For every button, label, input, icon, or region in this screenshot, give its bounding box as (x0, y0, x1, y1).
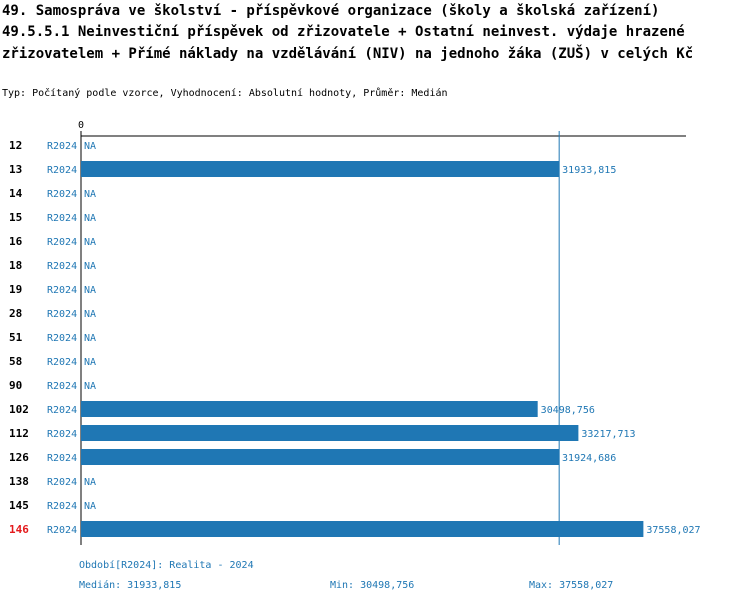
period-label: R2024 (47, 429, 78, 440)
footer-period: Období[R2024]: Realita - 2024 (79, 560, 254, 571)
category-label: 19 (9, 283, 23, 296)
period-label: R2024 (47, 357, 78, 368)
period-label: R2024 (47, 333, 78, 344)
category-label: 138 (9, 475, 29, 488)
category-label: 14 (9, 187, 23, 200)
na-label: NA (84, 477, 97, 488)
category-label: 90 (9, 379, 23, 392)
na-label: NA (84, 501, 97, 512)
period-label: R2024 (47, 141, 78, 152)
bar-value-label: 30498,756 (540, 405, 595, 416)
na-label: NA (84, 309, 97, 320)
period-label: R2024 (47, 477, 78, 488)
category-label: 28 (9, 307, 23, 320)
period-label: R2024 (47, 309, 78, 320)
category-label: 12 (9, 139, 23, 152)
category-label: 145 (9, 499, 29, 512)
chart-title-line1: 49. Samospráva ve školství - příspěvkové organizace (školy a školská zařízení) (2, 3, 660, 19)
na-label: NA (84, 357, 97, 368)
bar (81, 425, 578, 441)
period-label: R2024 (47, 261, 78, 272)
period-label: R2024 (47, 381, 78, 392)
period-label: R2024 (47, 189, 78, 200)
na-label: NA (84, 189, 97, 200)
bar (81, 401, 538, 417)
period-label: R2024 (47, 405, 78, 416)
category-label: 15 (9, 211, 23, 224)
period-label: R2024 (47, 285, 78, 296)
category-label: 18 (9, 259, 23, 272)
bar-value-label: 31933,815 (562, 165, 617, 176)
bar-value-label: 33217,713 (581, 429, 636, 440)
period-label: R2024 (47, 453, 78, 464)
category-label: 13 (9, 163, 23, 176)
category-label: 102 (9, 403, 29, 416)
category-label: 51 (9, 331, 23, 344)
na-label: NA (84, 261, 97, 272)
na-label: NA (84, 285, 97, 296)
chart-title-line2: 49.5.5.1 Neinvestiční příspěvek od zřizovatele + Ostatní neinvest. výdaje hrazené zřizovatelem + Přímé náklady na vzdělávání (NIV) na jednoho žáka (ZUŠ) v celých Kč (2, 24, 694, 62)
chart-subtitle: Typ: Počítaný podle vzorce, Vyhodnocení: Absolutní hodnoty, Průměr: Medián (2, 88, 448, 99)
footer-median: Medián: 31933,815 (79, 580, 182, 591)
na-label: NA (84, 237, 97, 248)
category-label: 112 (9, 427, 29, 440)
na-label: NA (84, 381, 97, 392)
bar (81, 521, 643, 537)
bar (81, 161, 559, 177)
period-label: R2024 (47, 165, 78, 176)
na-label: NA (84, 141, 97, 152)
na-label: NA (84, 213, 97, 224)
x-axis-zero-label: 0 (78, 120, 85, 131)
period-label: R2024 (47, 525, 78, 536)
period-label: R2024 (47, 213, 78, 224)
category-label: 58 (9, 355, 23, 368)
period-label: R2024 (47, 501, 78, 512)
period-label: R2024 (47, 237, 78, 248)
category-label: 16 (9, 235, 23, 248)
category-label: 126 (9, 451, 29, 464)
na-label: NA (84, 333, 97, 344)
category-label: 146 (9, 523, 29, 536)
footer-min: Min: 30498,756 (330, 580, 415, 591)
footer-max: Max: 37558,027 (529, 580, 614, 591)
bar (81, 449, 559, 465)
bar-value-label: 37558,027 (646, 525, 701, 536)
bar-value-label: 31924,686 (562, 453, 617, 464)
